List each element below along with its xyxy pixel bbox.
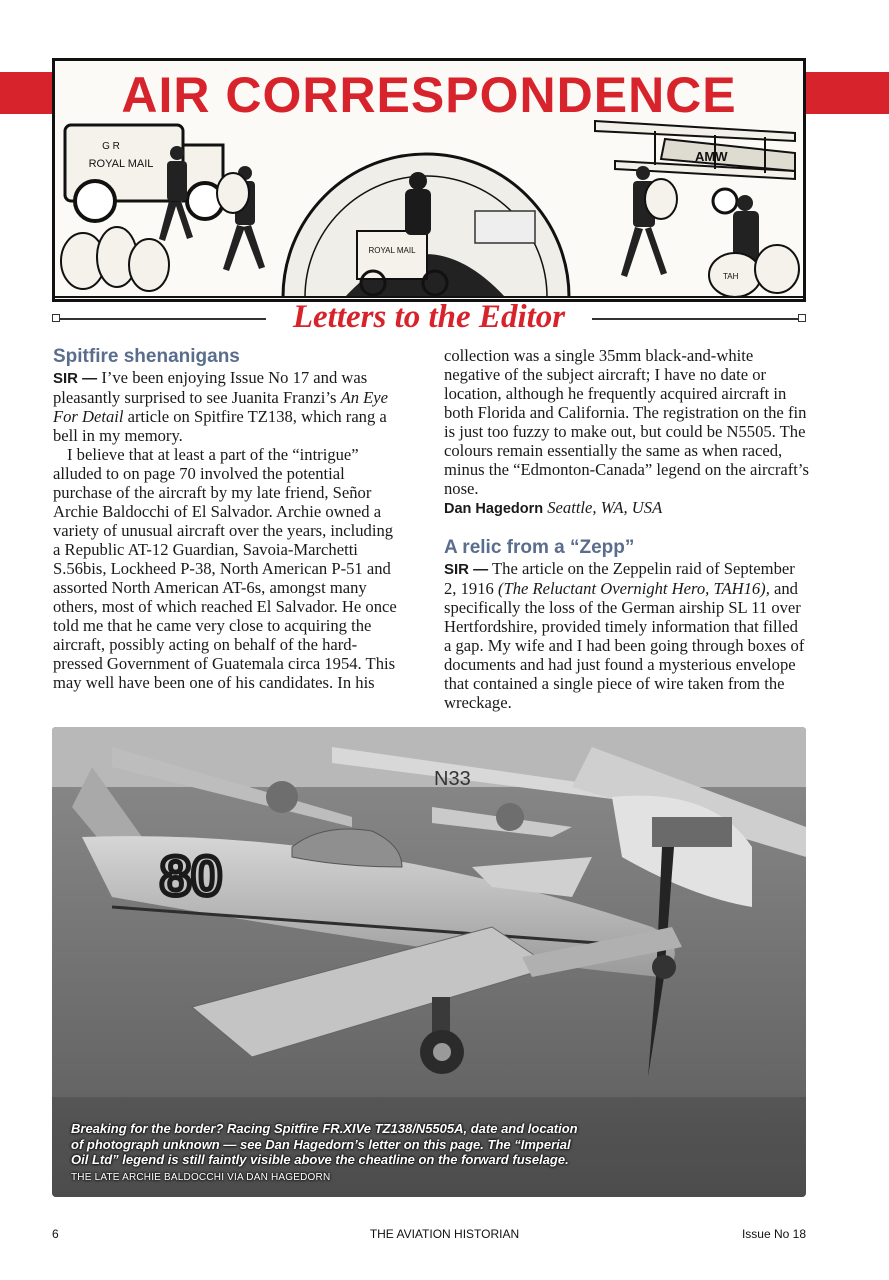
signature-name: Dan Hagedorn xyxy=(444,501,544,517)
letter-2-salutation: SIR — xyxy=(444,561,489,578)
letter-1-para-1-text: I’ve been enjoying Issue No 17 and was pleasantly surprised to see Juanita Franzi’s xyxy=(53,368,368,407)
van-label: ROYAL MAIL xyxy=(88,158,154,170)
red-band-left xyxy=(0,72,55,114)
column-left xyxy=(53,346,403,692)
magazine-name: THE AVIATION HISTORIAN xyxy=(369,1227,520,1241)
issue-label: Issue No 18 xyxy=(741,1227,806,1241)
letter-2-headline: A relic from a “Zepp” xyxy=(444,537,635,558)
caption-text: Breaking for the border? Racing Spitfire FR.XIVe TZ138/N5505A, date and location of photograph unknown — see Dan Hagedorn’s letter on this page. The “Imperial Oil Ltd” legend is still faintly visible above the cheatline on the forward fuselage. xyxy=(71,1121,578,1167)
header-illustration xyxy=(52,58,806,302)
column-right xyxy=(444,346,809,712)
section-subtitle: Letters to the Editor xyxy=(292,299,566,335)
photo-caption xyxy=(71,1121,591,1185)
letter-1-headline: Spitfire shenanigans xyxy=(53,346,240,367)
signature-location: Seattle, WA, USA xyxy=(547,498,663,517)
article-reference: (The Reluctant Overnight Hero, TAH16), xyxy=(497,579,770,598)
section-title: AIR CORRESPONDENCE xyxy=(121,67,737,123)
article-title: An Eye For Detail xyxy=(53,388,389,426)
divider-end-left xyxy=(52,314,60,322)
divider-left xyxy=(56,318,266,320)
tricycle-label: ROYAL MAIL xyxy=(368,246,416,255)
letter-1-salutation: SIR — xyxy=(53,370,98,387)
letter-1-para-2: I believe that at least a part of the “intrigue” alluded to on page 70 involved the potential purchase of the aircraft by my late friend, Señor Archie Baldocchi of El Salvador. Archie owned a variety of unusual aircraft over the years, including a Republic AT-12 Guardian, Savoia-Marchetti S.56bis, Lockheed P-38, North American P-51 and assorted North American AT-6s, amongst many others, most of which reached El Salvador. He once told me that he came very close to acquiring the aircraft, possibly acting on behalf of the hard-pressed Government of Guatemala circa 1954. This may well have been one of his candidates. In his xyxy=(53,445,397,692)
letter-2-para-1-end: and specifically the loss of the German airship SL 11 over Hertfordshire, provided timely information that filled a gap. My wife and I had been going through boxes of documents and had just found a mysterious envelope that contained a single piece of wire taken from the wreckage. xyxy=(444,579,805,712)
background-registration: N33 xyxy=(434,768,471,790)
subtitle-row xyxy=(52,296,806,340)
letter-1-para-2-continued: collection was a single 35mm black-and-white negative of the subject aircraft; I have no date or location, although he frequently acquired aircraft in both Florida and California. The registration on the fin is just too fuzzy to make out, but could be N5505. The colours remain essentially the same as when raced, minus the “Edmonton-Canada” legend on the aircraft’s nose. xyxy=(444,346,809,498)
letter-2-para-1-text: The article on the Zeppelin raid of September 2, 1916 xyxy=(444,559,795,598)
van-monogram: G R xyxy=(102,141,120,152)
letter-1-signature xyxy=(444,498,809,519)
letter-1-para-1-end: article on Spitfire TZ138, which rang a bell in my memory. xyxy=(53,407,387,445)
biplane-letters: AMW xyxy=(695,149,728,164)
divider-end-right xyxy=(798,314,806,322)
divider-right xyxy=(592,318,798,320)
letter-1-para-1 xyxy=(53,368,403,445)
red-band-right xyxy=(806,72,889,114)
aircraft-number: 80 xyxy=(160,844,223,907)
letter-2-para-1 xyxy=(444,559,809,712)
spitfire-photo xyxy=(52,727,806,1197)
photo-credit: THE LATE ARCHIE BALDOCCHI VIA DAN HAGEDORN xyxy=(71,1171,331,1183)
sack-label: TAH xyxy=(723,272,739,281)
page-number: 6 xyxy=(52,1227,59,1241)
